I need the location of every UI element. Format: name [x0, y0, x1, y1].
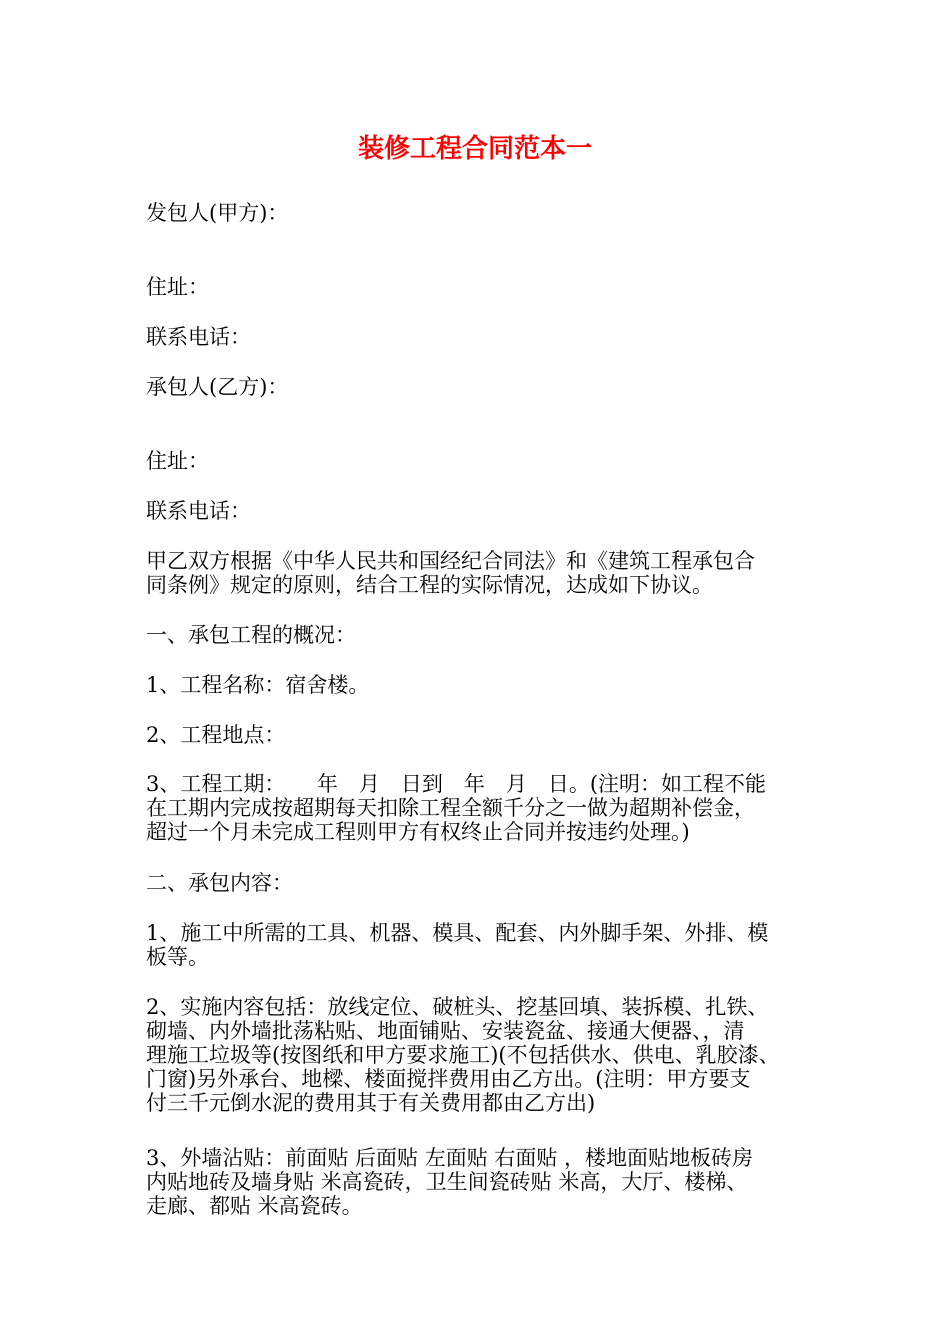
text-line: 3、外墙沾贴：前面贴 后面贴 左面贴 右面贴 ，楼地面贴地板砖房 [146, 1146, 754, 1170]
text-line: 2、实施内容包括：放线定位、破桩头、挖基回填、装拆模、扎铁、 [146, 995, 769, 1019]
preamble-paragraph [146, 549, 814, 597]
party-b-label [146, 375, 814, 399]
text-line: 2、工程地点： [146, 723, 286, 747]
document-title: 装修工程合同范本一 [357, 134, 592, 164]
text-line: 理施工垃圾等(按图纸和甲方要求施工)(不包括供水、供电、乳胶漆、 [146, 1043, 780, 1067]
address-a-label [146, 275, 814, 299]
text-line: 联系电话： [146, 325, 251, 349]
text-line: 3、工程工期： 年 月 日到 年 月 日。(注明：如工程不能 [146, 772, 767, 796]
text-line: 住址： [146, 275, 209, 299]
text-line: 超过一个月未完成工程则甲方有权终止合同并按违约处理。) [146, 820, 690, 844]
text-line: 板等。 [146, 945, 209, 969]
section-2-heading [146, 871, 814, 895]
text-line: 发包人(甲方)： [146, 201, 289, 225]
phone-a-label [146, 325, 814, 349]
item-1-1 [146, 673, 814, 697]
text-line: 内贴地砖及墙身贴 米高瓷砖，卫生间瓷砖贴 米高，大厅、楼梯、 [146, 1170, 748, 1194]
text-line: 同条例》规定的原则，结合工程的实际情况，达成如下协议。 [146, 573, 713, 597]
text-line: 1、工程名称：宿舍楼。 [146, 673, 370, 697]
text-line: 在工期内完成按超期每天扣除工程全额千分之一做为超期补偿金， [146, 796, 755, 820]
text-line: 住址： [146, 449, 209, 473]
address-b-label [146, 449, 814, 473]
phone-b-label [146, 499, 814, 523]
item-2-2 [146, 995, 814, 1115]
text-line: 砌墙、内外墙批荡粘贴、地面铺贴、安装瓷盆、接通大便器、，清 [146, 1019, 745, 1043]
text-line: 甲乙双方根据《中华人民共和国经纪合同法》和《建筑工程承包合 [146, 549, 755, 573]
section-1-heading [146, 623, 814, 647]
text-line: 走廊、都贴 米高瓷砖。 [146, 1194, 363, 1218]
item-2-3 [146, 1146, 814, 1218]
item-1-2 [146, 723, 814, 747]
text-line: 1、施工中所需的工具、机器、模具、配套、内外脚手架、外排、模 [146, 921, 769, 945]
item-2-1 [146, 921, 814, 969]
text-line: 门窗)另外承台、地樑、楼面搅拌费用由乙方出。(注明：甲方要支 [146, 1067, 751, 1091]
text-line: 付三千元倒水泥的费用其于有关费用都由乙方出) [146, 1091, 596, 1115]
text-line: 一、承包工程的概况： [146, 623, 356, 647]
party-a-label [146, 201, 814, 225]
text-line: 承包人(乙方)： [146, 375, 289, 399]
text-line: 联系电话： [146, 499, 251, 523]
text-line: 二、承包内容： [146, 871, 293, 895]
item-1-3 [146, 772, 814, 844]
